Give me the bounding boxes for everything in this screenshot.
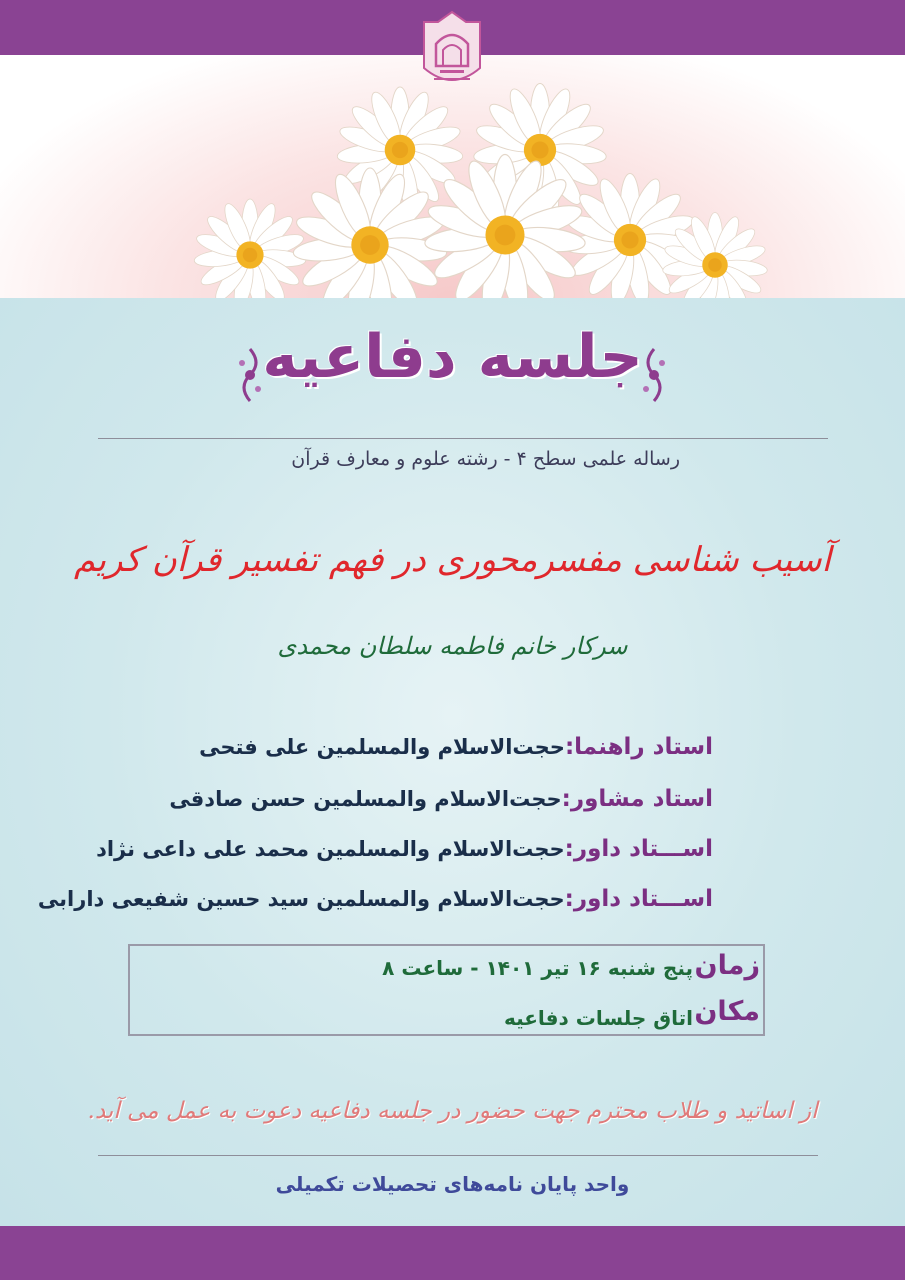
footer-divider <box>98 1155 818 1156</box>
thesis-title: آسیب شناسی مفسرمحوری در فهم تفسیر قرآن کریم <box>73 540 831 580</box>
professor-role: اســـتاد داور: <box>564 886 713 912</box>
professor-row-referee-2 <box>38 886 713 912</box>
page-title: جلسه دفاعیه <box>262 322 643 392</box>
title-divider <box>98 438 828 439</box>
bottom-purple-bar <box>0 1226 905 1280</box>
professor-row-consultant <box>169 786 713 812</box>
time-label: زمان <box>694 950 760 981</box>
time-value: پنج شنبه ۱۶ تیر ۱۴۰۱ - ساعت ۸ <box>382 956 693 980</box>
professor-name: حجت‌الاسلام والمسلمین حسن صادقی <box>169 787 562 811</box>
place-label: مکان <box>694 996 760 1027</box>
professor-role: استاد راهنما: <box>564 734 713 760</box>
thesis-level-subtitle: رساله علمی سطح ۴ - رشته علوم و معارف قرآن <box>291 448 680 470</box>
presenter-name: سرکار خانم فاطمه سلطان محمدی <box>277 632 628 660</box>
professor-row-advisor <box>199 734 713 760</box>
professor-role: اســـتاد داور: <box>564 836 713 862</box>
professor-role: استاد مشاور: <box>561 786 713 812</box>
professor-name: حجت‌الاسلام والمسلمین سید حسین شفیعی دارابی <box>37 887 565 911</box>
professor-name: حجت‌الاسلام والمسلمین محمد علی داعی نژاد <box>96 837 565 861</box>
daisy-flowers-illustration <box>140 70 820 300</box>
footer-unit-name: واحد پایان نامه‌های تحصیلات تکمیلی <box>275 1172 630 1196</box>
professor-name: حجت‌الاسلام والمسلمین علی فتحی <box>199 735 565 759</box>
place-value: اتاق جلسات دفاعیه <box>503 1006 693 1030</box>
invitation-text: از اساتید و طلاب محترم جهت حضور در جلسه دفاعیه دعوت به عمل می آید. <box>87 1098 818 1124</box>
professor-row-referee-1 <box>96 836 713 862</box>
